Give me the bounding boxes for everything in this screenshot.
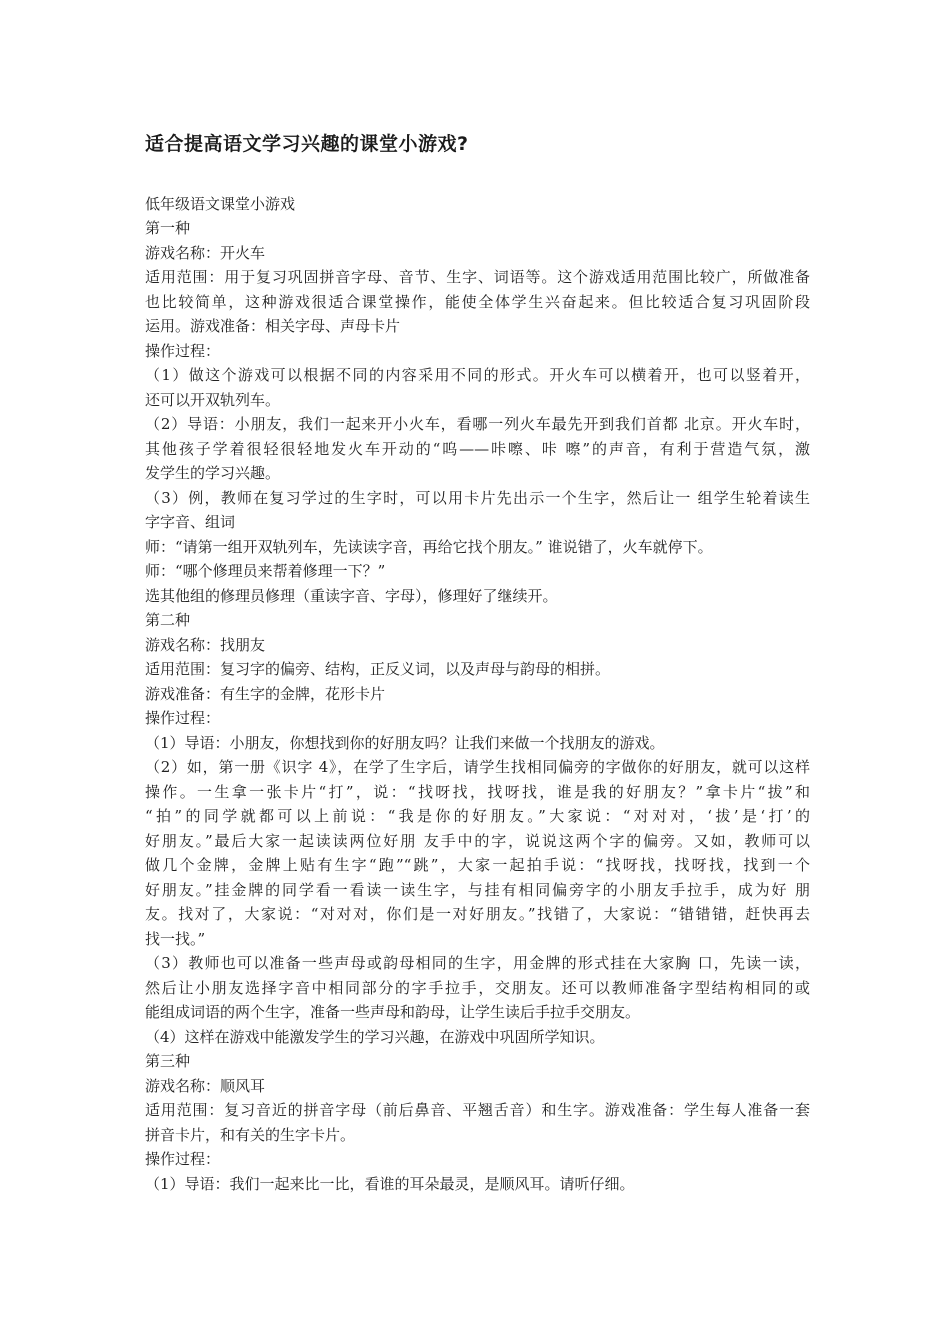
- text-line: （3）例，教师在复习学过的生字时，可以用卡片先出示一个生字，然后让一 组学生轮着读生: [145, 488, 810, 507]
- text-line: 运用。游戏准备：相关字母、声母卡片: [145, 317, 401, 336]
- text-line: （2）导语：小朋友，我们一起来开小火车，看哪一列火车最先开到我们首都 北京。开火车时，: [145, 415, 810, 434]
- text-line: 操作过程：: [145, 341, 221, 360]
- text-line: 字字音、组词: [145, 513, 236, 532]
- text-line: 找一找。”: [145, 929, 206, 948]
- text-line: 好朋友。”挂金牌的同学看一看读一读生字，与挂有相同偏旁字的小朋友手拉手，成为好 朋: [145, 880, 810, 899]
- text-line: 操作。一生拿一张卡片“打”，说：“找呀找，找呀找，谁是我的好朋友？”拿卡片“拔”和: [145, 782, 810, 801]
- text-line: 还可以开双轨列车。: [145, 390, 281, 409]
- text-line: 发学生的学习兴趣。: [145, 464, 281, 483]
- text-line: 游戏名称：顺风耳: [145, 1076, 266, 1095]
- text-line: 然后让小朋友选择字音中相同部分的字手拉手，交朋友。还可以教师准备字型结构相同的或: [145, 978, 810, 997]
- text-line: （4）这样在游戏中能激发学生的学习兴趣，在游戏中巩固所学知识。: [145, 1027, 605, 1046]
- text-line: 适用范围：复习音近的拼音字母（前后鼻音、平翘舌音）和生字。游戏准备：学生每人准备一套: [145, 1101, 810, 1120]
- text-line: 游戏名称：找朋友: [145, 635, 266, 654]
- text-line: 选其他组的修理员修理（重读字音、字母），修理好了继续开。: [145, 586, 558, 605]
- text-line: （1）导语：小朋友，你想找到你的好朋友吗？让我们来做一个找朋友的游戏。: [145, 733, 665, 752]
- document-page: [145, 133, 810, 1196]
- text-line: “拍”的同学就都可以上前说：“我是你的好朋友。”大家说：“对对对，‘拔’是‘打’的: [145, 807, 810, 826]
- document-body: [145, 192, 810, 1197]
- text-line: （1）导语：我们一起来比一比，看谁的耳朵最灵，是顺风耳。请听仔细。: [145, 1174, 635, 1193]
- text-line: 适用范围：用于复习巩固拼音字母、音节、生字、词语等。这个游戏适用范围比较广，所做准备: [145, 268, 810, 287]
- text-line: 第二种: [145, 611, 191, 630]
- text-line: 友。找对了，大家说：“对对对，你们是一对好朋友。”找错了，大家说：“错错错，赶快再去: [145, 905, 810, 924]
- text-line: 好朋友。”最后大家一起读读两位好朋 友手中的字，说说这两个字的偏旁。又如，教师可以: [145, 831, 810, 850]
- text-line: 游戏准备：有生字的金牌，花形卡片: [145, 684, 386, 703]
- text-line: 操作过程：: [145, 709, 221, 728]
- text-line: 适用范围：复习字的偏旁、结构，正反义词，以及声母与韵母的相拼。: [145, 660, 611, 679]
- text-line: 游戏名称：开火车: [145, 243, 266, 262]
- text-line: 低年级语文课堂小游戏: [145, 194, 296, 213]
- text-line: 也比较简单，这种游戏很适合课堂操作，能使全体学生兴奋起来。但比较适合复习巩固阶段: [145, 292, 810, 311]
- text-line: 第三种: [145, 1052, 191, 1071]
- text-line: 做几个金牌，金牌上贴有生字“跑”“跳”，大家一起拍手说：“找呀找，找呀找，找到一个: [145, 856, 810, 875]
- text-line: （2）如，第一册《识字 4》，在学了生字后，请学生找相同偏旁的字做你的好朋友，就可以这样: [145, 758, 810, 777]
- text-line: 其他孩子学着很轻很轻地发火车开动的“呜——咔嚓、咔 嚓”的声音，有利于营造气氛，激: [145, 439, 810, 458]
- text-line: 能组成词语的两个生字，准备一些声母和韵母，让学生读后手拉手交朋友。: [145, 1003, 641, 1022]
- text-line: （3）教师也可以准备一些声母或韵母相同的生字，用金牌的形式挂在大家胸 口，先读一读，: [145, 954, 810, 973]
- text-line: （1）做这个游戏可以根据不同的内容采用不同的形式。开火车可以横着开，也可以竖着开，: [145, 366, 810, 385]
- text-line: 师：“请第一组开双轨列车，先读读字音，再给它找个朋友。” 谁说错了，火车就停下。: [145, 537, 713, 556]
- text-line: 拼音卡片，和有关的生字卡片。: [145, 1125, 356, 1144]
- text-line: 第一种: [145, 219, 191, 238]
- document-title: 适合提高语文学习兴趣的课堂小游戏?: [145, 133, 469, 155]
- text-line: 操作过程：: [145, 1150, 221, 1169]
- text-line: 师：“哪个修理员来帮着修理一下？”: [145, 562, 386, 581]
